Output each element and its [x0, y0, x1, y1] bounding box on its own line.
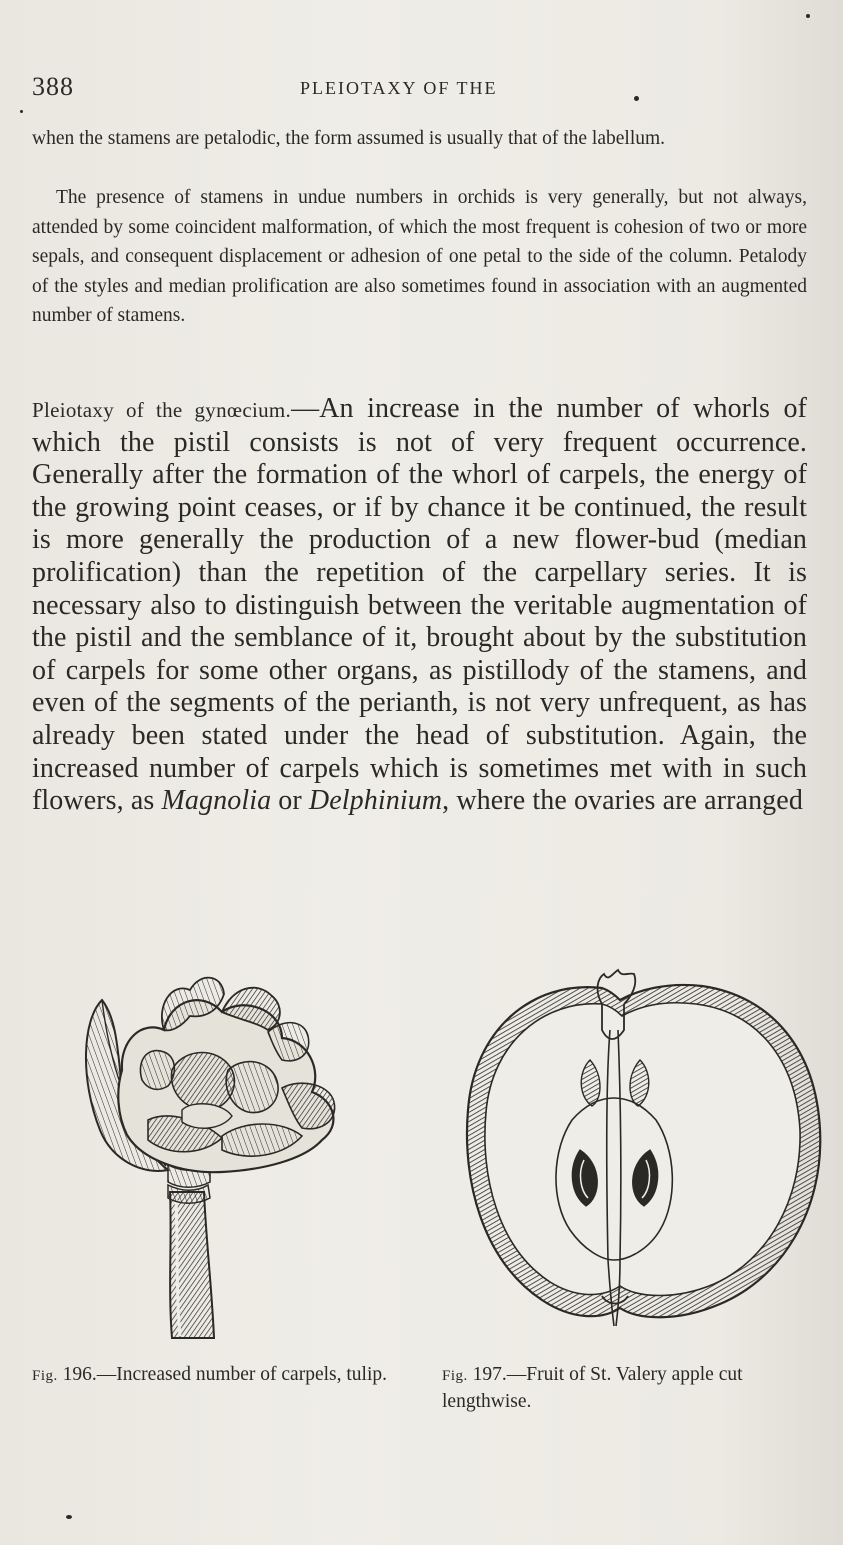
- genus-name: Delphinium: [308, 785, 443, 817]
- fig-label: Fig.: [442, 1368, 468, 1384]
- tulip-carpels-illustration-icon: [72, 960, 342, 1340]
- paragraph-labellum: [32, 124, 807, 154]
- heading-dash: —: [291, 393, 320, 424]
- caption-fig-196: [32, 1362, 412, 1389]
- body-text: , where the ovaries are arranged: [442, 785, 803, 817]
- section-heading: Pleiotaxy of the gynœcium.: [32, 398, 292, 422]
- caption-fig-197: [442, 1362, 810, 1415]
- paragraph-text: when the stamens are petalodic, the form assumed is usually that of the labellum.: [32, 128, 666, 149]
- running-title: PLEIOTAXY OF THE: [300, 78, 498, 98]
- ink-speck: [634, 96, 639, 101]
- page-header: [32, 72, 807, 108]
- figure-197: [452, 960, 832, 1340]
- paragraph-text: The presence of stamens in undue numbers in orchids is very generally, but not always, attended by some coincident malformation, of which the most frequent is cohesion of two or more sepals, and consequent displacement or adhesion of one petal to the side of the column. Petalody of the styles and median prolification are also sometimes found in association with an augmented number of stamens.: [32, 187, 807, 326]
- caption-text: 197.—Fruit of St. Valery apple cut lengthwise.: [442, 1364, 743, 1412]
- apple-section-illustration-icon: [452, 960, 832, 1340]
- body-text: An increase in the number of whorls of which the pistil consists is not of very frequent occurrence. Generally after the formation of the whorl of carpels, the energy of the growing point ceases, or if by chance it be continued, the result is more generally the production of a new flower-bud (median prolification) than the repetition of the carpellary series. It is necessary also to distinguish between the veritable augmentation of the pistil and the semblance of it, brought about by the substitution of carpels for some other organs, as pistillody of the stamens, and even of the segments of the perianth, is not very unfrequent, as has already been stated under the head of substitution. Again, the increased number of carpels which is sometimes met with in such flowers, as: [32, 393, 807, 817]
- figure-196: [72, 960, 342, 1340]
- body-text: or: [271, 785, 309, 817]
- section-gynoecium: [32, 393, 807, 818]
- ink-speck: [66, 1515, 72, 1519]
- ink-speck: [806, 14, 810, 18]
- page-number: 388: [32, 72, 74, 101]
- paragraph-orchids: [32, 183, 807, 331]
- genus-name: Magnolia: [161, 785, 272, 817]
- fig-label: Fig.: [32, 1368, 58, 1384]
- caption-text: 196.—Increased number of carpels, tulip.: [57, 1364, 387, 1385]
- ink-speck: [20, 110, 23, 113]
